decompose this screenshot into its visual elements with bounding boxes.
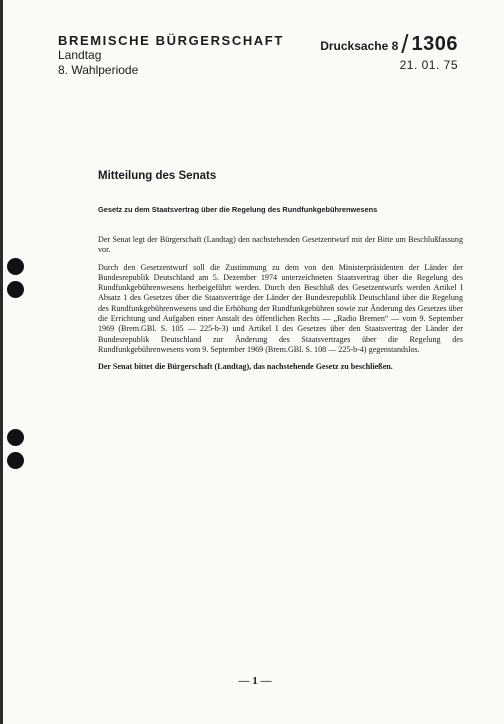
drucksache-row [320,29,458,59]
document-body [98,235,463,380]
drucksache-label: Drucksache 8 [320,39,399,53]
number-separator: / [401,29,409,59]
punch-hole [7,429,24,446]
chamber-name: Landtag [58,48,102,62]
legislative-period: 8. Wahlperiode [58,63,139,77]
page-number: — 1 — [238,675,272,687]
body-paragraph: Der Senat legt der Bürgerschaft (Landtag) den nachstehenden Gesetzentwurf mit der Bitte um Beschlußfassung vor. [98,235,463,255]
punch-hole [7,452,24,469]
issuer-block [58,33,284,78]
parliament-name: BREMISCHE BÜRGERSCHAFT [58,33,284,48]
closing-request: Der Senat bittet die Bürgerschaft (Landtag), das nachstehende Gesetz zu beschließen. [98,362,393,372]
document-title: Mitteilung des Senats [98,170,217,182]
punch-hole [7,281,24,298]
document-reference [320,30,458,72]
body-paragraph: Durch den Gesetzentwurf soll die Zustimmung zu dem von den Ministerpräsidenten der Länder der Bundesrepublik Deutschland am 5. Dezember 1974 unterzeichneten Staatsvertrag über die Regelung des Rundfunkgebührenwesens herbeigeführt werden. Durch den Beschluß des Gesetzentwurfs werden Artikel I Absatz 1 des Gesetzes über die Staatsverträge der Länder der Bundesrepublik Deutschland über die Regelung des Rundfunkgebührenwesens und die Erhöhung der Rundfunkgebühren sowie zur Änderung des Gesetzes über die Errichtung und Aufgaben einer Anstalt des öffentlichen Rechts — „Radio Bremen“ — vom 9. September 1969 (Brem.GBl. S. 105 — 225-b-3) und Artikel I des Gesetzes über den Staatsvertrag der Länder der Bundesrepublik Deutschland zur Änderung des Staatsvertrages über die Regelung des Rundfunkgebührenwesens vom 9. September 1969 (Brem.GBl. S. 108 — 225-b-4) gegenstandslos. [98,262,463,354]
document-subject: Gesetz zu dem Staatsvertrag über die Regelung des Rundfunkgebührenwesens [98,205,378,214]
document-number: 1306 [411,33,458,55]
document-date: 21. 01. 75 [399,58,458,72]
punch-hole [7,258,24,275]
